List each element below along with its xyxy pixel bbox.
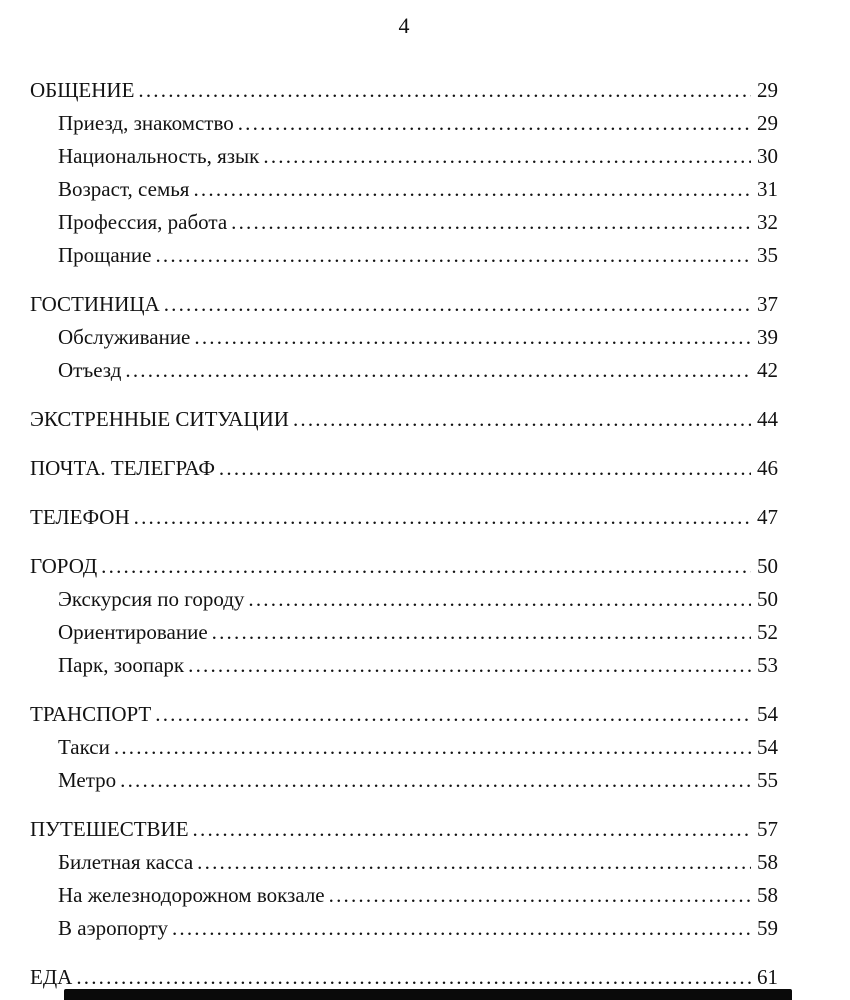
toc-entry-page: 53 [757, 653, 778, 677]
dot-leader [197, 846, 751, 879]
dot-leader [138, 74, 751, 107]
dot-leader [120, 764, 751, 797]
toc-entry-title: ОБЩЕНИЕ [30, 78, 135, 102]
dot-leader [114, 731, 751, 764]
toc-subentry [30, 616, 778, 649]
toc-entry-page: 29 [757, 111, 778, 135]
scan-edge-artifact [64, 989, 792, 1000]
dot-leader [164, 288, 751, 321]
toc-subentry [30, 206, 778, 239]
dot-leader [155, 239, 751, 272]
toc-entry-title: ТРАНСПОРТ [30, 702, 152, 726]
dot-leader [172, 912, 751, 945]
page-content [30, 0, 778, 994]
toc-entry-page: 39 [757, 325, 778, 349]
toc-entry-page: 46 [757, 456, 778, 480]
toc-entry-page: 30 [757, 144, 778, 168]
toc-subentry [30, 107, 778, 140]
toc-entry-title: Метро [58, 768, 117, 792]
toc-entry-page: 42 [757, 358, 778, 382]
toc-entry-title: Экскурсия по городу [58, 587, 245, 611]
dot-leader [263, 140, 751, 173]
dot-leader [212, 616, 751, 649]
toc-entry [30, 698, 778, 731]
dot-leader [101, 550, 751, 583]
page-number: 4 [398, 13, 410, 38]
toc-entry-title: ПОЧТА. ТЕЛЕГРАФ [30, 456, 215, 480]
dot-leader [293, 403, 751, 436]
toc-entry-page: 35 [757, 243, 778, 267]
toc-entry-title: В аэропорту [58, 916, 168, 940]
toc-subentry [30, 583, 778, 616]
dot-leader [329, 879, 751, 912]
toc-entry [30, 550, 778, 583]
toc-entry-title: ТЕЛЕФОН [30, 505, 130, 529]
toc-entry-page: 50 [757, 587, 778, 611]
toc-entry-page: 58 [757, 883, 778, 907]
toc-entry-title: Приезд, знакомство [58, 111, 234, 135]
toc-entry-title: ГОРОД [30, 554, 98, 578]
toc-section [30, 698, 778, 797]
toc-entry-page: 44 [757, 407, 778, 431]
toc-entry-page: 47 [757, 505, 778, 529]
toc-entry [30, 74, 778, 107]
toc-entry-title: ГОСТИНИЦА [30, 292, 160, 316]
toc-entry-title: Прощание [58, 243, 152, 267]
toc-section [30, 288, 778, 387]
toc-entry-title: ПУТЕШЕСТВИЕ [30, 817, 189, 841]
dot-leader [193, 813, 751, 846]
toc-entry-page: 61 [757, 965, 778, 989]
toc-entry-title: ЭКСТРЕННЫЕ СИТУАЦИИ [30, 407, 289, 431]
toc-entry-page: 59 [757, 916, 778, 940]
toc-section [30, 74, 778, 272]
toc-section [30, 452, 778, 485]
toc-entry-page: 32 [757, 210, 778, 234]
dot-leader [188, 649, 751, 682]
toc-subentry [30, 912, 778, 945]
toc-entry-page: 37 [757, 292, 778, 316]
toc-entry-page: 58 [757, 850, 778, 874]
dot-leader [134, 501, 751, 534]
toc-entry-title: ЕДА [30, 965, 73, 989]
toc-section [30, 813, 778, 945]
toc-subentry [30, 321, 778, 354]
toc-entry-title: Парк, зоопарк [58, 653, 185, 677]
toc-entry [30, 813, 778, 846]
toc-entry [30, 403, 778, 436]
toc-entry-title: Ориентирование [58, 620, 208, 644]
toc-section [30, 550, 778, 682]
toc-section [30, 403, 778, 436]
toc-entry-page: 55 [757, 768, 778, 792]
toc-entry-title: Такси [58, 735, 110, 759]
dot-leader [193, 173, 751, 206]
toc-subentry [30, 239, 778, 272]
toc-subentry [30, 354, 778, 387]
toc-entry-title: Профессия, работа [58, 210, 228, 234]
dot-leader [238, 107, 751, 140]
dot-leader [155, 698, 751, 731]
toc-entry-page: 57 [757, 817, 778, 841]
toc-entry-title: Билетная касса [58, 850, 194, 874]
toc-subentry [30, 846, 778, 879]
toc-entry-title: Отъезд [58, 358, 122, 382]
dot-leader [194, 321, 751, 354]
toc-entry-page: 29 [757, 78, 778, 102]
toc-entry-page: 50 [757, 554, 778, 578]
toc-entry-page: 52 [757, 620, 778, 644]
dot-leader [125, 354, 751, 387]
toc-entry-title: На железнодорожном вокзале [58, 883, 325, 907]
toc-subentry [30, 764, 778, 797]
toc-entry [30, 452, 778, 485]
toc-subentry [30, 879, 778, 912]
toc-subentry [30, 731, 778, 764]
toc-entry-title: Национальность, язык [58, 144, 260, 168]
toc-entry-title: Обслуживание [58, 325, 191, 349]
toc-entry-page: 54 [757, 735, 778, 759]
dot-leader [219, 452, 751, 485]
dot-leader [231, 206, 751, 239]
toc-subentry [30, 140, 778, 173]
toc-entry [30, 501, 778, 534]
toc-entry-page: 31 [757, 177, 778, 201]
toc-subentry [30, 649, 778, 682]
table-of-contents [30, 74, 778, 994]
toc-entry [30, 288, 778, 321]
toc-subentry [30, 173, 778, 206]
dot-leader [248, 583, 751, 616]
toc-entry-title: Возраст, семья [58, 177, 190, 201]
toc-section [30, 501, 778, 534]
toc-entry-page: 54 [757, 702, 778, 726]
